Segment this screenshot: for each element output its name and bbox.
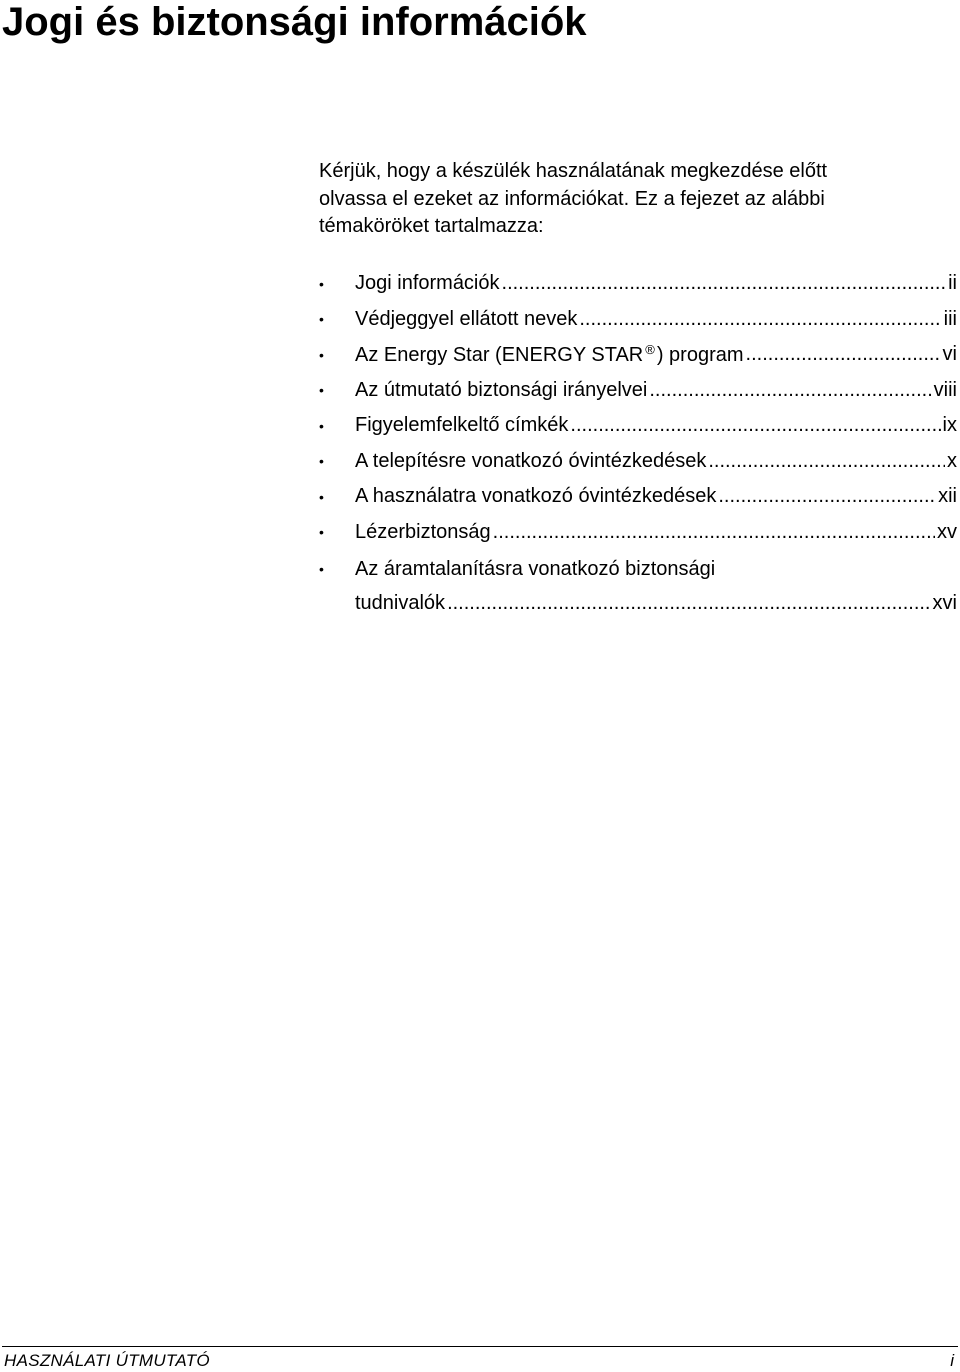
toc-item-label	[355, 342, 744, 367]
toc-item-label: Az útmutató biztonsági irányelvei	[355, 378, 648, 401]
dot-leader	[493, 521, 935, 544]
toc-item-vedjeggyel-ellatott-nevek[interactable]	[319, 302, 957, 338]
dot-leader	[718, 485, 936, 508]
toc-item-label: Jogi információk	[355, 272, 500, 295]
toc-item-line2	[355, 585, 957, 621]
toc-item-energy-star[interactable]	[319, 337, 957, 373]
toc-item-page: vi	[942, 343, 957, 366]
bullet-icon: •	[319, 453, 324, 470]
intro-line: Kérjük, hogy a készülék használatának megkezdése előtt	[319, 160, 828, 182]
toc-item-label: Védjeggyel ellátott nevek	[355, 307, 578, 330]
toc-item-page: iii	[943, 307, 957, 330]
bullet-icon: •	[319, 561, 324, 577]
toc-item-label-part: Az Energy Star (ENERGY STAR	[355, 344, 644, 367]
bullet-icon: •	[319, 382, 324, 399]
toc-item-label: tudnivalók	[355, 591, 446, 614]
registered-mark: ®	[645, 342, 655, 358]
bullet-icon: •	[319, 311, 324, 328]
dot-leader	[649, 379, 931, 402]
toc-item-hasznalatra-ovintezkedesek[interactable]	[319, 479, 957, 515]
toc-item-page: ix	[942, 414, 957, 437]
dot-leader	[570, 414, 940, 437]
dot-leader	[579, 308, 941, 331]
toc-item-aramtalanitas[interactable]	[319, 550, 957, 621]
toc-item-label: Lézerbiztonság	[355, 520, 491, 543]
toc-item-figyelemfelkelto-cimkek[interactable]	[319, 408, 957, 444]
bullet-icon: •	[319, 524, 324, 541]
intro-line: olvassa el ezeket az információkat. Ez a fejezet az alábbi	[319, 187, 825, 210]
toc-item-label: A telepítésre vonatkozó óvintézkedések	[355, 449, 707, 472]
toc-item-label: Figyelemfelkeltő címkék	[355, 414, 569, 437]
toc-item-page: xv	[937, 520, 957, 543]
toc-item-biztonsagi-iranyelvei[interactable]	[319, 373, 957, 409]
toc-item-telepitesre-ovintezkedesek[interactable]	[319, 444, 957, 480]
toc-item-page: x	[947, 449, 957, 472]
page-title: Jogi és biztonsági információk	[2, 0, 587, 44]
dot-leader	[502, 272, 947, 295]
toc-item-page: viii	[933, 378, 957, 401]
toc-item-page: ii	[948, 272, 957, 295]
toc-item-lezerbiztonsag[interactable]	[319, 515, 957, 551]
toc-item-label-part: ) program	[656, 344, 744, 367]
footer-page-number: i	[950, 1351, 954, 1370]
toc-item-page: xvi	[932, 591, 957, 614]
table-of-contents	[319, 266, 957, 621]
toc-item-page: xii	[938, 485, 957, 508]
intro-line: témaköröket tartalmazza:	[319, 215, 544, 237]
footer-divider	[2, 1346, 958, 1347]
bullet-icon: •	[319, 417, 324, 434]
dot-leader	[746, 343, 941, 366]
bullet-icon: •	[319, 346, 324, 363]
bullet-icon: •	[319, 488, 324, 505]
dot-leader	[708, 450, 945, 473]
toc-item-jogi-informaciok[interactable]	[319, 266, 957, 302]
dot-leader	[447, 592, 930, 615]
toc-item-label: A használatra vonatkozó óvintézkedések	[355, 485, 717, 508]
footer-manual-title: HASZNÁLATI ÚTMUTATÓ	[4, 1351, 210, 1370]
bullet-icon: •	[319, 275, 324, 292]
toc-item-label: Az áramtalanításra vonatkozó biztonsági	[355, 558, 716, 580]
intro-paragraph	[319, 158, 949, 241]
